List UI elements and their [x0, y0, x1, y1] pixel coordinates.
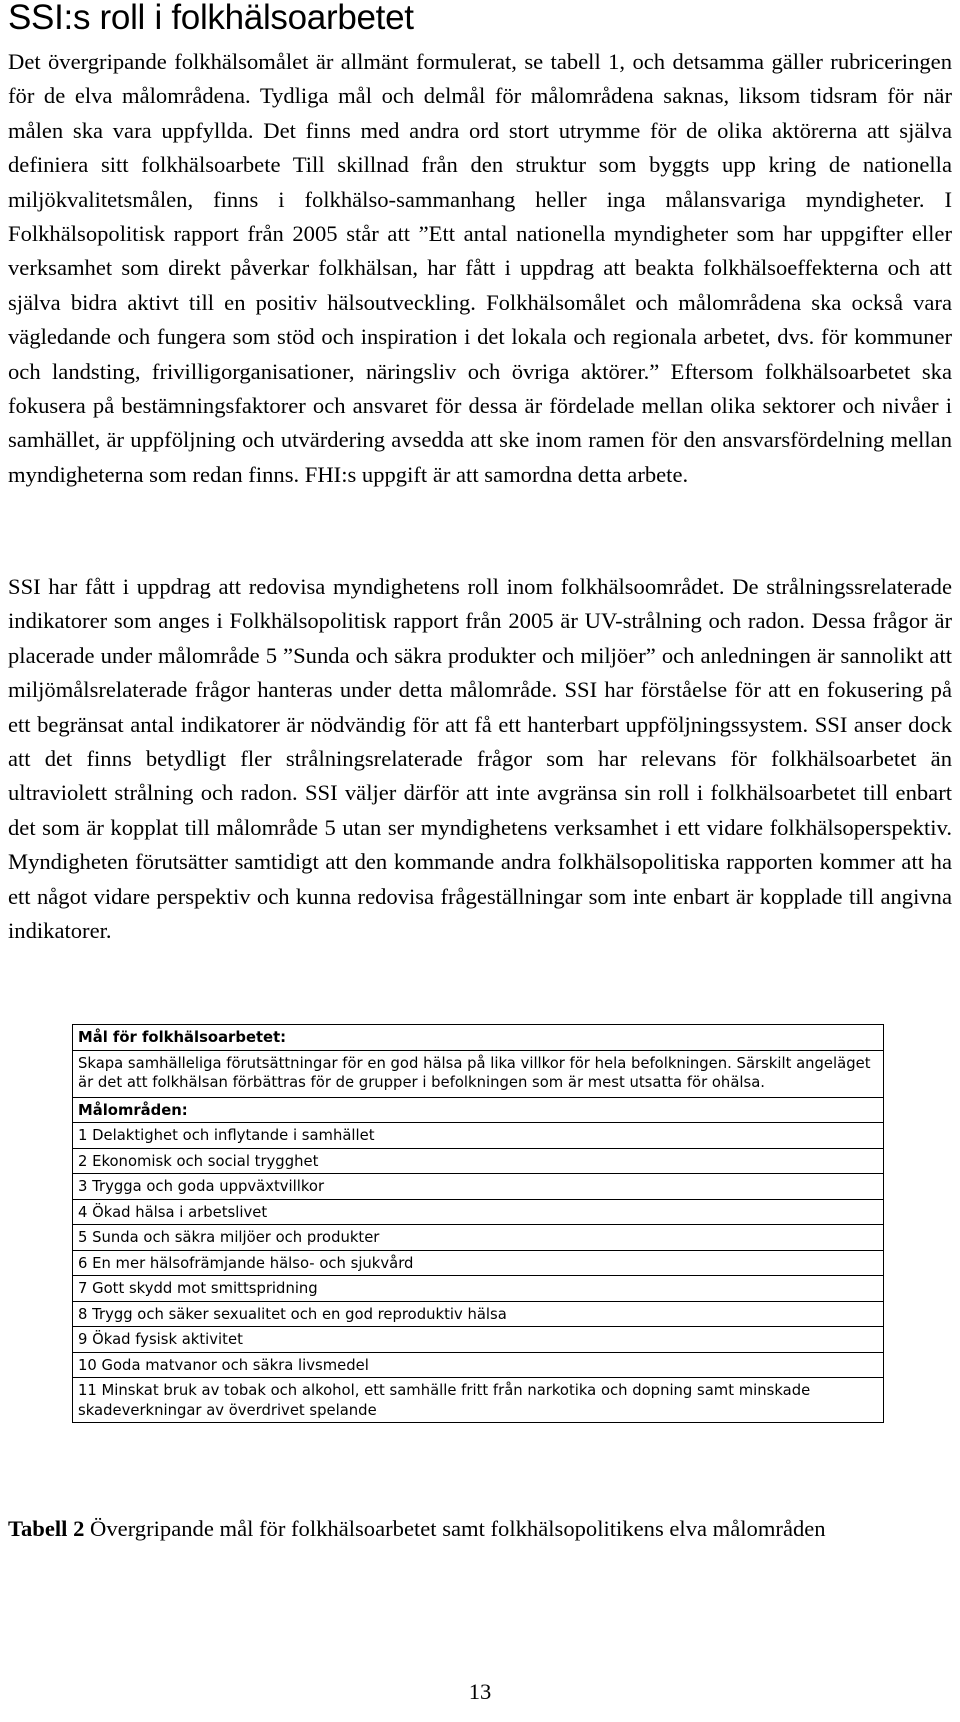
areas-heading: Målområden:	[73, 1098, 883, 1124]
body-paragraph-1: Det övergripande folkhälsomålet är allmänt formulerat, se tabell 1, och detsamma gäller rubriceringen för de elva målområdena. Tydliga mål och delmål för målområdena saknas, liksom tidsram för när målen ska vara uppfyllda. Det finns med andra ord stort utrymme för de olika aktörerna att själva definiera sitt folkhälsoarbete Till skillnad från den struktur som byggts upp kring de nationella miljökvalitetsmålen, finns i folkhälso-sammanhang heller inga målansvariga myndigheter. I Folkhälsopolitisk rapport från 2005 står att ”Ett antal nationella myndigheter som har uppgifter eller verksamhet som direkt påverkar folkhälsan, har fått i uppdrag att beakta folkhälsoeffekterna och att själva bidra aktivt till en positiv hälsoutveckling. Folkhälsomålet och målområdena ska också vara vägledande och fungera som stöd och inspiration i det lokala och regionala arbetet, dvs. för kommuner och landsting, frivilligorganisationer, näringsliv och övriga aktörer.” Eftersom folkhälsoarbetet ska fokusera på bestämningsfaktorer och ansvaret för dessa är fördelade mellan olika sektorer och nivåer i samhället, är uppföljning och utvärdering avsedda att ske inom ramen för den ansvarsfördelning mellan myndigheterna som redan finns. FHI:s uppgift är att samordna detta arbete.	[8, 49, 952, 487]
area-row-7: 7 Gott skydd mot smittspridning	[73, 1276, 883, 1302]
goals-table	[72, 1024, 884, 1423]
goal-heading: Mål för folkhälsoarbetet:	[73, 1025, 883, 1051]
area-row-10: 10 Goda matvanor och säkra livsmedel	[73, 1353, 883, 1379]
area-row-2: 2 Ekonomisk och social trygghet	[73, 1149, 883, 1175]
area-row-5: 5 Sunda och säkra miljöer och produkter	[73, 1225, 883, 1251]
body-paragraph-2: SSI har fått i uppdrag att redovisa myndighetens roll inom folkhälsoområdet. De strålningssrelaterade indikatorer som anges i Folkhälsopolitisk rapport från 2005 är UV-strålning och radon. Dessa frågor är placerade under målområde 5 ”Sunda och säkra produkter och miljöer” och anledningen är sannolikt att miljömålsrelaterade frågor hanteras under detta målområde. SSI har förståelse för att en fokusering på ett begränsat antal indikatorer är nödvändig för att få ett hanterbart uppföljningssystem. SSI anser dock att det finns betydligt fler strålningsrelaterade frågor som har relevans för folkhälsoarbetet än ultraviolett strålning och radon. SSI väljer därför att inte avgränsa sin roll i folkhälsoarbetet till enbart det som är kopplat till målområde 5 utan ser myndighetens verksamhet i ett vidare folkhälsoperspektiv. Myndigheten förutsätter samtidigt att den kommande andra folkhälsopolitiska rapporten kommer att ha ett något vidare perspektiv och kunna redovisa frågeställningar som inte enbart är kopplade till angivna indikatorer.	[8, 574, 952, 944]
table-caption	[8, 1512, 952, 1546]
area-row-3: 3 Trygga och goda uppväxtvillkor	[73, 1174, 883, 1200]
page-title: SSI:s roll i folkhälsoarbetet	[8, 0, 414, 37]
area-row-1: 1 Delaktighet och inflytande i samhället	[73, 1123, 883, 1149]
area-row-6: 6 En mer hälsofrämjande hälso- och sjukvård	[73, 1251, 883, 1277]
area-row-4: 4 Ökad hälsa i arbetslivet	[73, 1200, 883, 1226]
area-row-8: 8 Trygg och säker sexualitet och en god reproduktiv hälsa	[73, 1302, 883, 1328]
area-row-11: 11 Minskat bruk av tobak och alkohol, ett samhälle fritt från narkotika och dopning samt minskade skadeverkningar av överdrivet spelande	[78, 1382, 811, 1419]
caption-text: Övergripande mål för folkhälsoarbetet samt folkhälsopolitikens elva målområden	[90, 1516, 826, 1541]
area-row-9: 9 Ökad fysisk aktivitet	[73, 1327, 883, 1353]
page-number: 13	[468, 1679, 492, 1704]
goal-text: Skapa samhälleliga förutsättningar för en god hälsa på lika villkor för hela befolkningen. Särskilt angeläget är det att folkhälsan förbättras för de grupper i befolkningen som är mest utsatta för ohälsa.	[73, 1051, 883, 1098]
caption-label: Tabell 2	[8, 1516, 85, 1541]
